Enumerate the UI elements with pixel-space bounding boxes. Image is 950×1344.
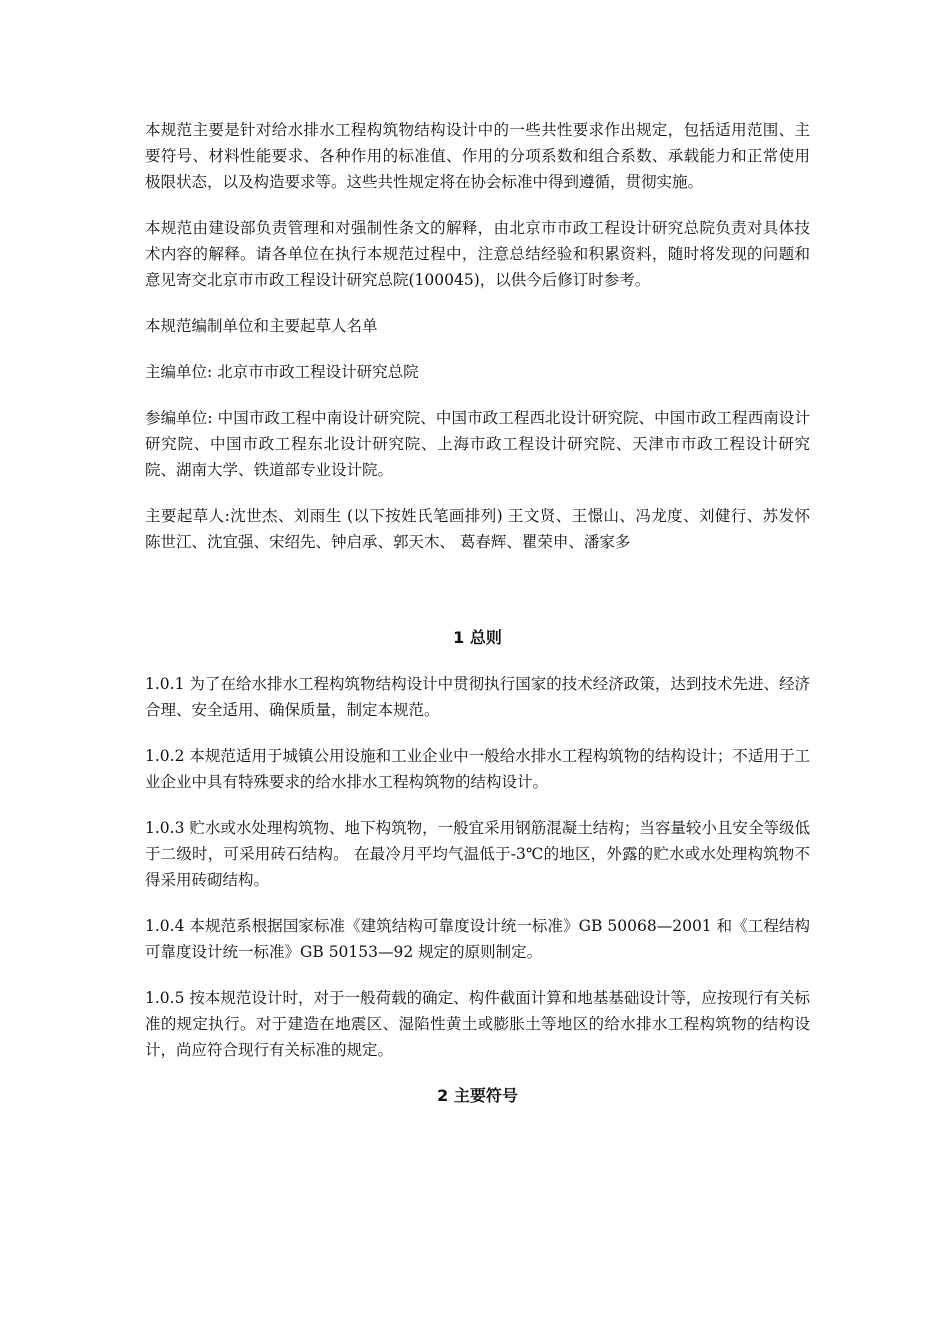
- participating-units: 参编单位: 中国市政工程中南设计研究院、中国市政工程西北设计研究院、中国市政工程西南设计研究院、中国市政工程东北设计研究院、上海市政工程设计研究院、天津市市政工程设计研究院、湖南大学、铁道部专业设计院。: [145, 409, 810, 479]
- main-drafters: 主要起草人:沈世杰、刘雨生 (以下按姓氏笔画排列) 王文贤、王憬山、冯龙度、刘健行、苏发怀 陈世江、沈宜强、宋绍先、钟启承、郭天木、 葛春辉、瞿荣申、潘家多: [145, 507, 810, 551]
- clause-1-0-4: 1.0.4 本规范系根据国家标准《建筑结构可靠度设计统一标准》GB 50068—2001 和《工程结构可靠度设计统一标准》GB 50153—92 规定的原则制定。: [145, 917, 810, 961]
- section-spacer: [145, 575, 810, 625]
- clause-1-0-1: 1.0.1 为了在给水排水工程构筑物结构设计中贯彻执行国家的技术经济政策，达到技术先进、经济合理、安全适用、确保质量，制定本规范。: [145, 675, 810, 719]
- intro-management-paragraph: 本规范由建设部负责管理和对强制性条文的解释，由北京市市政工程设计研究总院负责对具体技术内容的解释。请各单位在执行本规范过程中，注意总结经验和积累资料，随时将发现的问题和意见寄交北京市市政工程设计研究总院(100045)，以供今后修订时参考。: [145, 219, 810, 289]
- document-page: [145, 117, 810, 1129]
- clause-1-0-3: 1.0.3 贮水或水处理构筑物、地下构筑物，一般宜采用钢筋混凝土结构；当容量较小且安全等级低于二级时，可采用砖石结构。 在最冷月平均气温低于-3℃的地区，外露的贮水或水处理构筑物不得采用砖砌结构。: [145, 819, 810, 889]
- intro-scope-paragraph: 本规范主要是针对给水排水工程构筑物结构设计中的一些共性要求作出规定，包括适用范围、主要符号、材料性能要求、各种作用的标准值、作用的分项系数和组合系数、承载能力和正常使用极限状态，以及构造要求等。这些共性规定将在协会标准中得到遵循，贯彻实施。: [145, 121, 810, 191]
- section-1-heading: 1 总则: [453, 628, 502, 647]
- clause-1-0-2: 1.0.2 本规范适用于城镇公用设施和工业企业中一般给水排水工程构筑物的结构设计；不适用于工业企业中具有特殊要求的给水排水工程构筑物的结构设计。: [145, 747, 810, 791]
- clause-1-0-5: 1.0.5 按本规范设计时，对于一般荷载的确定、构件截面计算和地基基础设计等，应按现行有关标准的规定执行。对于建造在地震区、湿陷性黄土或膨胀土等地区的给水排水工程构筑物的结构设计，尚应符合现行有关标准的规定。: [145, 989, 810, 1059]
- section-2-heading: 2 主要符号: [437, 1086, 518, 1105]
- chief-editor-unit: 主编单位: 北京市市政工程设计研究总院: [145, 363, 419, 381]
- drafting-list-title: 本规范编制单位和主要起草人名单: [145, 317, 378, 335]
